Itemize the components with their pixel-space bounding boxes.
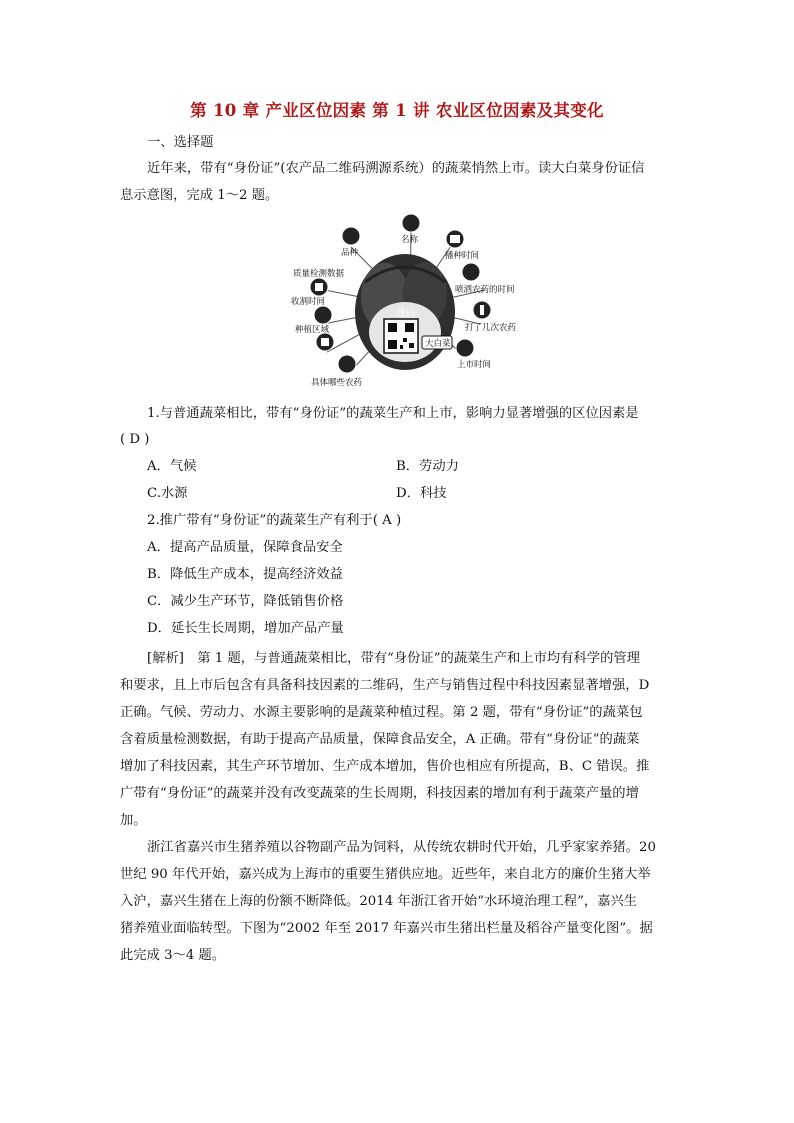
label-spray-time: 喷洒农药的时间	[455, 285, 515, 295]
label-name: 名称	[401, 235, 419, 245]
analysis-line-1: [解析] 第 1 题，与普通蔬菜相比，带有“身份证”的蔬菜生产和上市均有科学的管理	[147, 651, 640, 666]
label-quality-data: 质量检测数据	[293, 269, 345, 279]
bottle-icon	[338, 355, 356, 373]
analysis-line-4: 含着质量检测数据，有助于提高产品质量，保障食品安全，A 正确。带有“身份证”的蔬菜	[120, 732, 640, 747]
q2-option-a: A．提高产品质量，保障食品安全	[147, 540, 343, 555]
label-sowing-time: 播种时间	[445, 251, 480, 261]
label-variety: 品种	[341, 248, 359, 258]
q1-option-d: D．科技	[396, 486, 447, 501]
bag-icon	[456, 339, 474, 357]
cabbage-tag	[422, 336, 452, 349]
tag-icon	[402, 214, 420, 232]
label-harvest-time: 收割时间	[291, 297, 326, 307]
page-title: 第 10 章 产业区位因素 第 1 讲 农业区位因素及其变化	[190, 101, 604, 120]
cabbage-tag-label: 大白菜	[425, 339, 451, 349]
q1-option-c: C.水源	[147, 486, 188, 501]
passage2-line-5: 此完成 3～4 题。	[120, 948, 226, 963]
sprayer-icon	[462, 263, 480, 281]
analysis-line-6: 广带有“身份证”的蔬菜并没有改变蔬菜的生长周期，科技因素的增加有利于蔬菜产量的增	[120, 786, 639, 801]
q2-option-d: D．延长生长周期，增加产品产量	[147, 621, 344, 636]
label-market-time: 上市时间	[457, 360, 492, 370]
analysis-line-5: 增加了科技因素，其生产环节增加、生产成本增加，售价也相应有所提高，B、C 错误。推	[120, 759, 650, 774]
qr-code-label: 二维码	[388, 309, 416, 319]
qr-code-icon	[384, 319, 418, 353]
q1-stem-line-1: 1.与普通蔬菜相比，带有“身份证”的蔬菜生产和上市，影响力显著增强的区位因素是	[147, 406, 639, 421]
intro-line-2: 息示意图，完成 1～2 题。	[120, 188, 279, 203]
passage2-line-1: 浙江省嘉兴市生猪养殖以谷物副产品为饲料，从传统农耕时代开始，几乎家家养猪。20	[147, 840, 656, 855]
intro-line-1: 近年来，带有“身份证”(农产品二维码溯源系统）的蔬菜悄然上市。读大白菜身份证信	[147, 161, 645, 176]
q1-option-b: B．劳动力	[396, 459, 459, 474]
q2-stem: 2.推广带有“身份证”的蔬菜生产有利于( A )	[147, 513, 402, 528]
label-spray-count: 打了几次农药	[465, 323, 517, 333]
analysis-line-7: 加。	[120, 813, 147, 828]
analysis-line-2: 和要求，且上市后包含有具备科技因素的二维码，生产与销售过程中科技因素显著增强，D	[120, 678, 650, 693]
q2-option-b: B．降低生产成本，提高经济效益	[147, 567, 343, 582]
label-pesticides: 具体哪些农药	[311, 378, 363, 388]
passage2-line-2: 世纪 90 年代开始，嘉兴成为上海市的重要生猪供应地。近些年，来自北方的廉价生猪大举	[120, 867, 651, 882]
label-growing-area: 种植区域	[295, 325, 330, 335]
section-heading: 一、选择题	[147, 135, 214, 150]
passage2-line-3: 入沪，嘉兴生猪在上海的份额不断降低。2014 年浙江省开始“水环境治理工程”，嘉兴生	[120, 894, 638, 909]
analysis-line-3: 正确。气候、劳动力、水源主要影响的是蔬菜种植过程。第 2 题，带有“身份证”的蔬菜包	[120, 705, 643, 720]
sickle-icon	[314, 306, 332, 324]
q1-option-a: A．气候	[147, 459, 197, 474]
passage2-line-4: 猪养殖业面临转型。下图为“2002 年至 2017 年嘉兴市生猪出栏量及稻谷产量变化图”。据	[120, 921, 653, 936]
cabbage-id-diagram	[285, 212, 535, 392]
q1-stem-line-2: ( D )	[120, 432, 150, 447]
seedling-icon	[342, 227, 360, 245]
q2-option-c: C．减少生产环节，降低销售价格	[147, 594, 344, 609]
